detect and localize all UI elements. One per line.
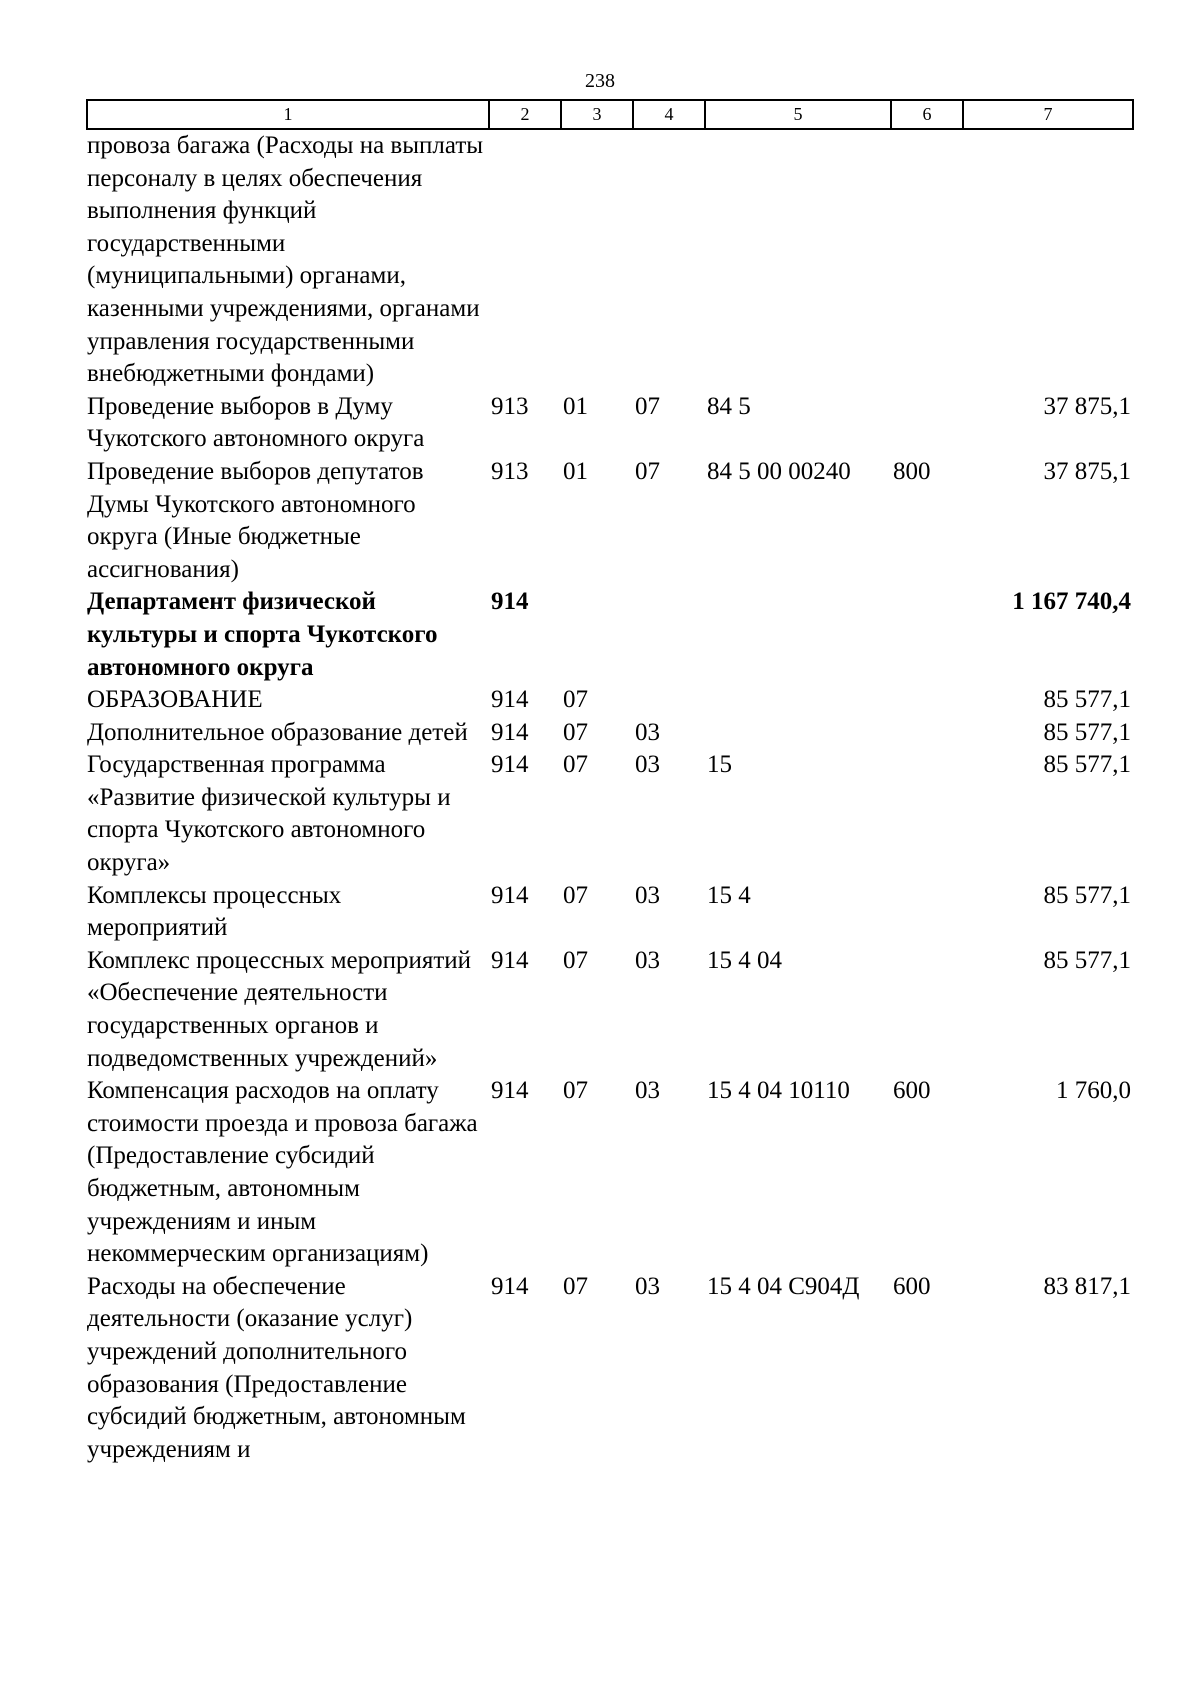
- cell-ministry-code: 914: [491, 1077, 529, 1105]
- cell-expense-type: [891, 391, 963, 456]
- cell-ministry-code: 914: [491, 946, 529, 974]
- cell-name: Комплексы процессных мероприятий: [87, 881, 342, 942]
- cell-name: ОБРАЗОВАНИЕ: [87, 686, 263, 714]
- table-row: [87, 456, 1133, 586]
- cell-expense-type: 800: [893, 457, 931, 485]
- table-row: [87, 1271, 1133, 1467]
- cell-expense-type: [891, 749, 963, 879]
- cell-target-article: [705, 717, 891, 750]
- cell-amount: 85 577,1: [1043, 751, 1131, 779]
- cell-target-article: [705, 586, 891, 684]
- cell-amount: 1 167 740,4: [1012, 588, 1131, 616]
- cell-target-article: 15 4 04 10110: [707, 1077, 850, 1105]
- table-row: [87, 880, 1133, 945]
- cell-name: Комплекс процессных мероприятий «Обеспечение деятельности государственных органов и подведомственных учреждений»: [87, 946, 472, 1072]
- cell-name: Проведение выборов депутатов Думы Чукотского автономного округа (Иные бюджетные ассигнования): [87, 457, 424, 583]
- column-header-2: 2: [489, 100, 561, 129]
- table-row: [87, 717, 1133, 750]
- cell-section: 07: [563, 751, 588, 779]
- cell-name: Компенсация расходов на оплату стоимости проезда и провоза багажа (Предоставление субсидий бюджетным, автономным учреждениям и иным некоммерческим организациям): [87, 1077, 478, 1268]
- column-number-header-row: [87, 100, 1133, 129]
- cell-subsection: 03: [635, 718, 660, 746]
- column-header-6: 6: [891, 100, 963, 129]
- cell-section: 07: [563, 1272, 588, 1300]
- table-row: [87, 1075, 1133, 1271]
- column-header-5: 5: [705, 100, 891, 129]
- cell-amount: 85 577,1: [1043, 686, 1131, 714]
- table-row: [87, 684, 1133, 717]
- cell-amount: [963, 129, 1133, 391]
- cell-ministry-code: 914: [491, 686, 529, 714]
- cell-amount: 83 817,1: [1043, 1272, 1131, 1300]
- cell-target-article: [705, 129, 891, 391]
- page-number: 238: [585, 70, 615, 92]
- cell-subsection: [633, 129, 705, 391]
- cell-subsection: 03: [635, 946, 660, 974]
- cell-section: [561, 586, 633, 684]
- cell-target-article: 15 4 04 С904Д: [707, 1272, 860, 1300]
- cell-name: Расходы на обеспечение деятельности (оказание услуг) учреждений дополнительного образования (Предоставление субсидий бюджетным, автономным учреждениям и: [87, 1272, 466, 1463]
- cell-amount: 85 577,1: [1043, 881, 1131, 909]
- column-header-7: 7: [963, 100, 1133, 129]
- cell-target-article: 84 5 00 00240: [707, 457, 851, 485]
- cell-section: 07: [563, 686, 588, 714]
- cell-subsection: 03: [635, 1272, 660, 1300]
- cell-subsection: 07: [635, 392, 660, 420]
- table-row: [87, 391, 1133, 456]
- cell-ministry-code: 913: [491, 457, 529, 485]
- cell-target-article: 84 5: [707, 392, 751, 420]
- cell-expense-type: [891, 717, 963, 750]
- cell-target-article: 15 4 04: [707, 946, 782, 974]
- cell-name: Дополнительное образование детей: [87, 718, 468, 746]
- table-body: [87, 129, 1133, 1466]
- cell-name: провоза багажа (Расходы на выплаты персоналу в целях обеспечения выполнения функций государственными (муниципальными) органами, казенными учреждениями, органами управления государственными внебюджетными фондами): [87, 132, 484, 388]
- cell-name: Проведение выборов в Думу Чукотского автономного округа: [87, 392, 425, 453]
- table-row: [87, 129, 1133, 391]
- cell-subsection: [633, 586, 705, 684]
- cell-section: 07: [563, 1077, 588, 1105]
- cell-amount: 85 577,1: [1043, 946, 1131, 974]
- cell-amount: 37 875,1: [1043, 457, 1131, 485]
- column-header-3: 3: [561, 100, 633, 129]
- column-header-1: 1: [87, 100, 489, 129]
- cell-section: 01: [563, 457, 588, 485]
- cell-section: [561, 129, 633, 391]
- cell-ministry-code: 914: [491, 751, 529, 779]
- budget-table: [86, 99, 1134, 1466]
- cell-subsection: [633, 684, 705, 717]
- cell-amount: 1 760,0: [1056, 1077, 1131, 1105]
- cell-amount: 85 577,1: [1043, 718, 1131, 746]
- cell-expense-type: [891, 880, 963, 945]
- table-row: [87, 749, 1133, 879]
- cell-section: 07: [563, 718, 588, 746]
- cell-target-article: [705, 684, 891, 717]
- cell-target-article: 15 4: [707, 881, 751, 909]
- table-row: [87, 945, 1133, 1075]
- cell-expense-type: [891, 684, 963, 717]
- cell-subsection: 03: [635, 751, 660, 779]
- cell-expense-type: 600: [893, 1272, 931, 1300]
- cell-ministry-code: 914: [491, 881, 529, 909]
- table-row: [87, 586, 1133, 684]
- cell-section: 07: [563, 881, 588, 909]
- cell-ministry-code: 913: [491, 392, 529, 420]
- cell-subsection: 07: [635, 457, 660, 485]
- cell-section: 07: [563, 946, 588, 974]
- cell-subsection: 03: [635, 1077, 660, 1105]
- cell-ministry-code: [489, 129, 561, 391]
- cell-expense-type: 600: [893, 1077, 931, 1105]
- cell-amount: 37 875,1: [1043, 392, 1131, 420]
- cell-ministry-code: 914: [491, 1272, 529, 1300]
- cell-section: 01: [563, 392, 588, 420]
- cell-subsection: 03: [635, 881, 660, 909]
- column-header-4: 4: [633, 100, 705, 129]
- cell-expense-type: [891, 129, 963, 391]
- cell-expense-type: [891, 945, 963, 1075]
- cell-ministry-code: 914: [491, 588, 529, 616]
- cell-expense-type: [891, 586, 963, 684]
- cell-ministry-code: 914: [491, 718, 529, 746]
- cell-name: Государственная программа «Развитие физической культуры и спорта Чукотского автономного округа»: [87, 751, 451, 877]
- cell-target-article: 15: [707, 751, 732, 779]
- cell-name: Департамент физической культуры и спорта Чукотского автономного округа: [87, 588, 438, 681]
